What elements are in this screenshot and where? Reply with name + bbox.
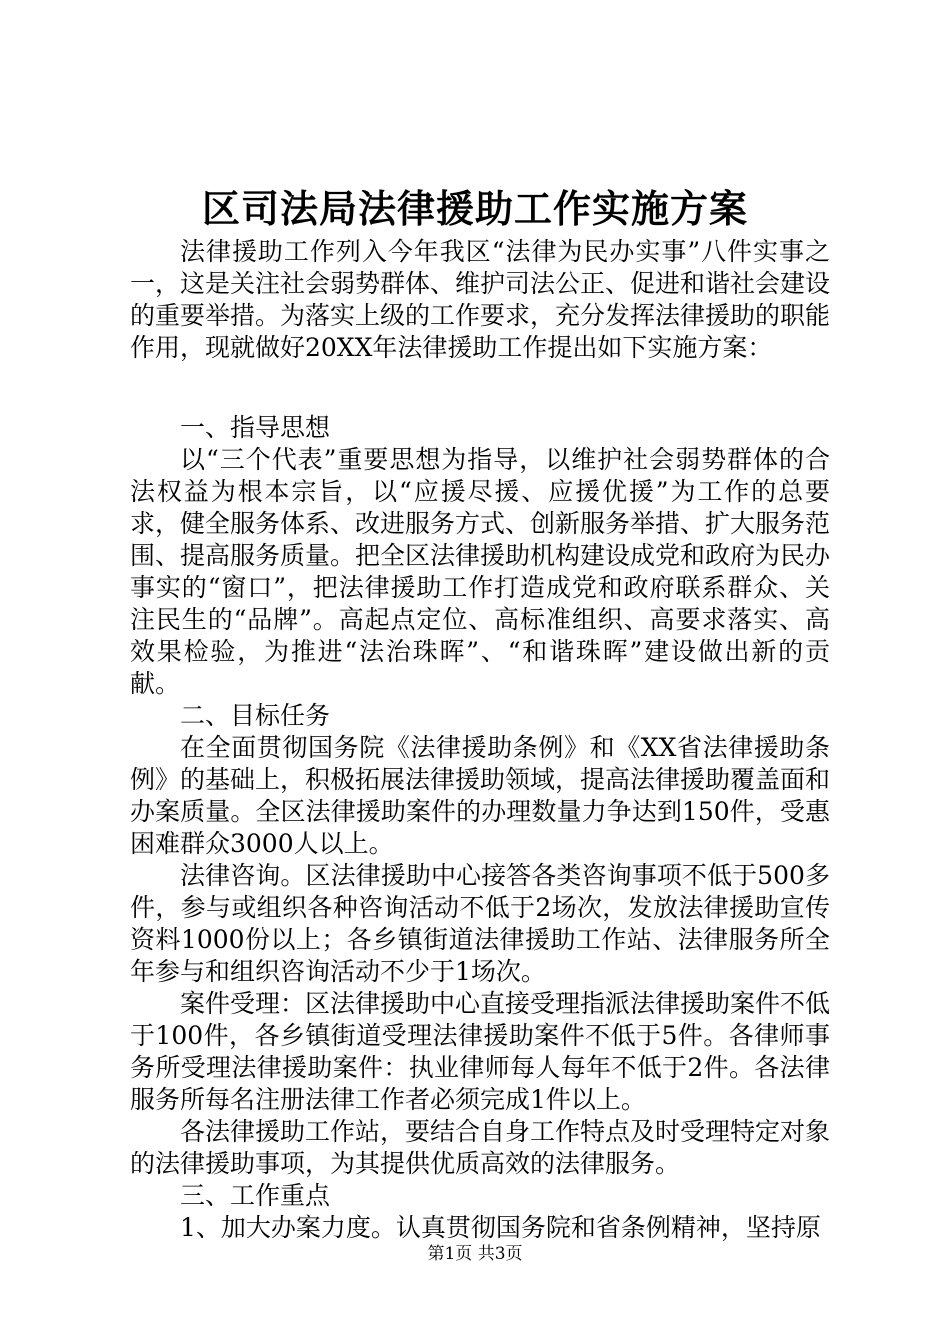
guiding-ideology-paragraph: 以“三个代表”重要思想为指导，以维护社会弱势群体的合法权益为根本宗旨，以“应援尽援、应援优援”为工作的总要求，健全服务体系、改进服务方式、创新服务举措、扩大服务范围、提高服务质量。把全区法律援助机构建设成党和政府为民办事实的“窗口”，把法律援助工作打造成党和政府联系群众、关注民生的“品牌”。高起点定位、高标准组织、高要求落实、高效果检验，为推进“法治珠晖”、“和谐珠晖”建设做出新的贡献。 [130,445,831,698]
section-heading-key-work: 三、工作重点 [180,1181,331,1210]
document-body [130,236,830,1244]
goals-paragraph: 在全面贯彻国务院《法律援助条例》和《XX省法律援助条例》的基础上，积极拓展法律援助领域，提高法律援助覆盖面和办案质量。全区法律援助案件的办理数量力争达到150件，受惠困难群众3000人以上。 [130,733,831,858]
document-title: 区司法局法律援助工作实施方案 [201,186,748,231]
legal-consultation-paragraph: 法律咨询。区法律援助中心接答各类咨询事项不低于500多件，参与或组织各种咨询活动不低于2场次，发放法律援助宣传资料1000份以上；各乡镇街道法律援助工作站、法律服务所全年参与和组织咨询活动不少于1场次。 [130,861,830,986]
intro-paragraph: 法律援助工作列入今年我区“法律为民办实事”八件实事之一，这是关注社会弱势群体、维护司法公正、促进和谐社会建设的重要举措。为落实上级的工作要求，充分发挥法律援助的职能作用，现就做好20XX年法律援助工作提出如下实施方案： [130,237,831,362]
section-heading-guiding-ideology: 一、指导思想 [180,413,331,442]
workstation-paragraph: 各法律援助工作站，要结合自身工作特点及时受理特定对象的法律援助事项，为其提供优质高效的法律服务。 [130,1117,831,1178]
key-work-paragraph: 1、加大办案力度。认真贯彻国务院和省条例精神，坚持原 [180,1213,821,1242]
page-number-footer: 第1页 共3页 [427,1244,523,1264]
paragraph-spacer [130,364,830,412]
section-heading-goals: 二、目标任务 [180,701,331,730]
case-acceptance-paragraph: 案件受理：区法律援助中心直接受理指派法律援助案件不低于100件，各乡镇街道受理法律援助案件不低于5件。各律师事务所受理法律援助案件：执业律师每人每年不低于2件。各法律服务所每名注册法律工作者必须完成1件以上。 [130,989,831,1114]
